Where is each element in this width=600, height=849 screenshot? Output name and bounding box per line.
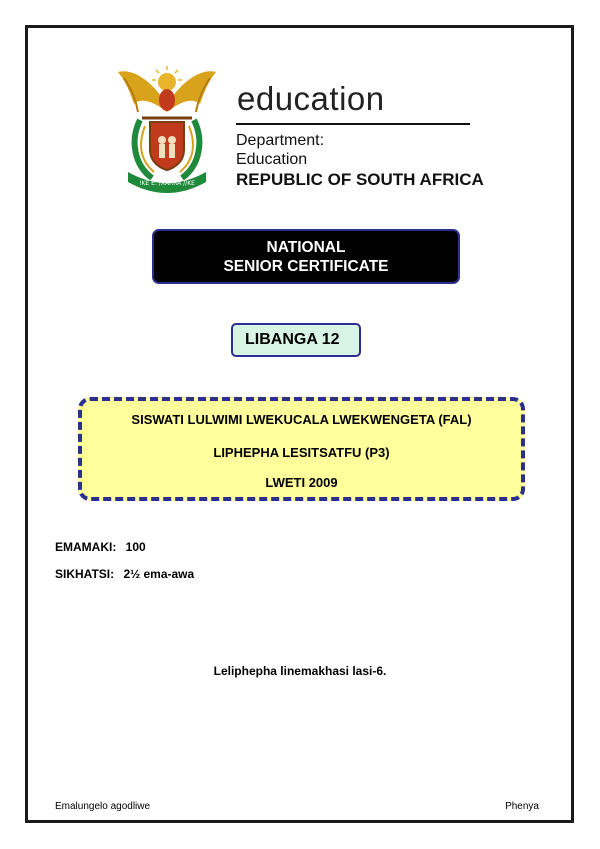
marks-label: EMAMAKI: [55, 540, 117, 554]
time-value: 2½ ema-awa [123, 567, 195, 581]
marks-value: 100 [125, 540, 146, 554]
paper-number: LIPHEPHA LESITSATFU (P3) [213, 445, 390, 460]
copyright-note: Emalungelo agodliwe [55, 801, 151, 812]
time-label: SIKHATSI: [55, 567, 115, 581]
turn-over-note: Phenya [505, 801, 539, 812]
page-count-note: Leliphepha linemakhasi lasi-6. [213, 664, 387, 678]
certificate-banner [152, 229, 460, 284]
svg-text:!KE E: /XARRA //KE: !KE E: /XARRA //KE [139, 180, 195, 187]
certificate-line2: SENIOR CERTIFICATE [223, 258, 389, 275]
marks-line [55, 540, 146, 554]
department-label: Department: [236, 132, 325, 149]
letterhead [112, 60, 502, 200]
exam-session: LWETI 2009 [265, 475, 338, 490]
department-name: Education [236, 151, 308, 168]
republic-label: REPUBLIC OF SOUTH AFRICA [236, 170, 484, 189]
coat-of-arms-icon [112, 60, 222, 195]
grade-badge: LIBANGA 12 [231, 323, 361, 357]
education-wordmark: education [237, 80, 385, 117]
subject-title: SISWATI LULWIMI LWEKUCALA LWEKWENGETA (FAL) [131, 412, 472, 427]
certificate-line1: NATIONAL [266, 239, 346, 256]
time-line [55, 567, 194, 581]
wordmark-rule [236, 123, 470, 125]
subject-panel [78, 397, 525, 501]
